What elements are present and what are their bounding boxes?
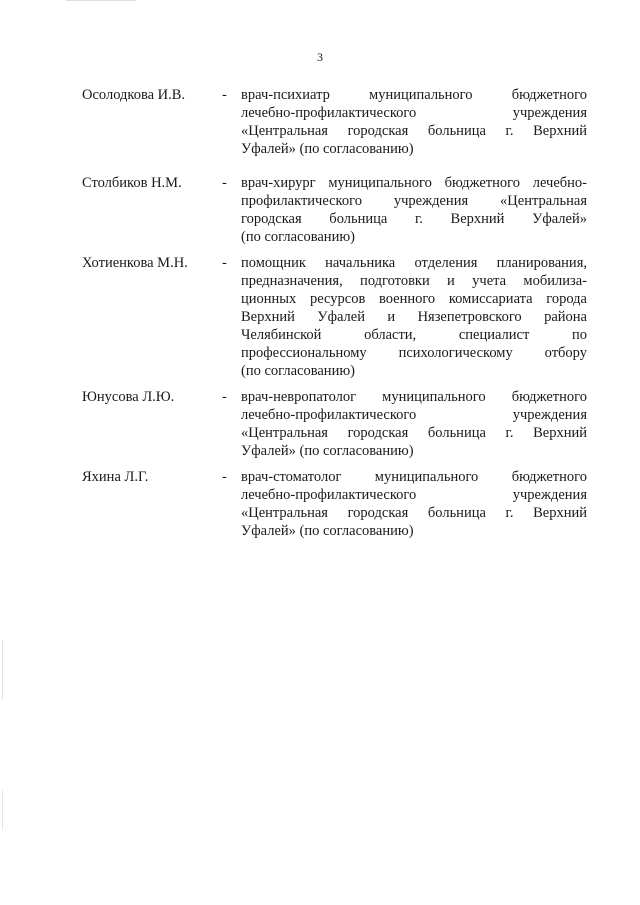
- position-line: врач-хирург муниципального бюджетного лечебно-: [241, 175, 587, 191]
- position-line: лечебно-профилактического учреждения: [241, 407, 587, 423]
- scan-artifact: [2, 640, 3, 700]
- dash-separator: -: [222, 255, 227, 271]
- position-line: помощник начальника отделения планирования,: [241, 255, 587, 271]
- member-position: [241, 174, 587, 246]
- member-name: Осолодкова И.В.: [82, 87, 186, 103]
- position-line: профессиональному психологическому отбору: [241, 345, 587, 361]
- position-line: Уфалей» (по согласованию): [241, 443, 414, 459]
- position-line: городская больница г. Верхний Уфалей»: [241, 211, 587, 227]
- position-line: Уфалей» (по согласованию): [241, 141, 414, 157]
- position-line: «Центральная городская больница г. Верхний: [241, 425, 587, 441]
- position-line: Челябинской области, специалист по: [241, 327, 587, 343]
- member-entry: [0, 254, 640, 380]
- position-line: ционных ресурсов военного комиссариата города: [241, 291, 587, 307]
- position-line: Уфалей» (по согласованию): [241, 523, 414, 539]
- position-line: (по согласованию): [241, 229, 355, 245]
- member-position: [241, 388, 587, 460]
- member-name: Хотиенкова М.Н.: [82, 255, 188, 271]
- commission-member-list: [0, 86, 640, 540]
- page-number: 3: [317, 50, 323, 64]
- position-line: (по согласованию): [241, 363, 355, 379]
- dash-separator: -: [222, 469, 227, 485]
- position-line: «Центральная городская больница г. Верхний: [241, 505, 587, 521]
- member-name: Юнусова Л.Ю.: [82, 389, 175, 405]
- position-line: врач-стоматолог муниципального бюджетного: [241, 469, 587, 485]
- position-line: врач-психиатр муниципального бюджетного: [241, 87, 587, 103]
- position-line: «Центральная городская больница г. Верхний: [241, 123, 587, 139]
- member-name: Столбиков Н.М.: [82, 175, 182, 191]
- dash-separator: -: [222, 87, 227, 103]
- scan-artifact: [66, 0, 136, 1]
- member-entry: [0, 86, 640, 158]
- scan-artifact: [2, 790, 3, 830]
- position-line: профилактического учреждения «Центральная: [241, 193, 587, 209]
- member-position: [241, 254, 587, 380]
- position-line: предназначения, подготовки и учета мобилиза-: [241, 273, 587, 289]
- member-name: Яхина Л.Г.: [82, 469, 149, 485]
- member-entry: [0, 388, 640, 460]
- dash-separator: -: [222, 389, 227, 405]
- member-entry: [0, 468, 640, 540]
- position-line: врач-невропатолог муниципального бюджетного: [241, 389, 587, 405]
- dash-separator: -: [222, 175, 227, 191]
- position-line: Верхний Уфалей и Нязепетровского района: [241, 309, 587, 325]
- member-position: [241, 86, 587, 158]
- position-line: лечебно-профилактического учреждения: [241, 487, 587, 503]
- member-position: [241, 468, 587, 540]
- member-entry: [0, 174, 640, 246]
- position-line: лечебно-профилактического учреждения: [241, 105, 587, 121]
